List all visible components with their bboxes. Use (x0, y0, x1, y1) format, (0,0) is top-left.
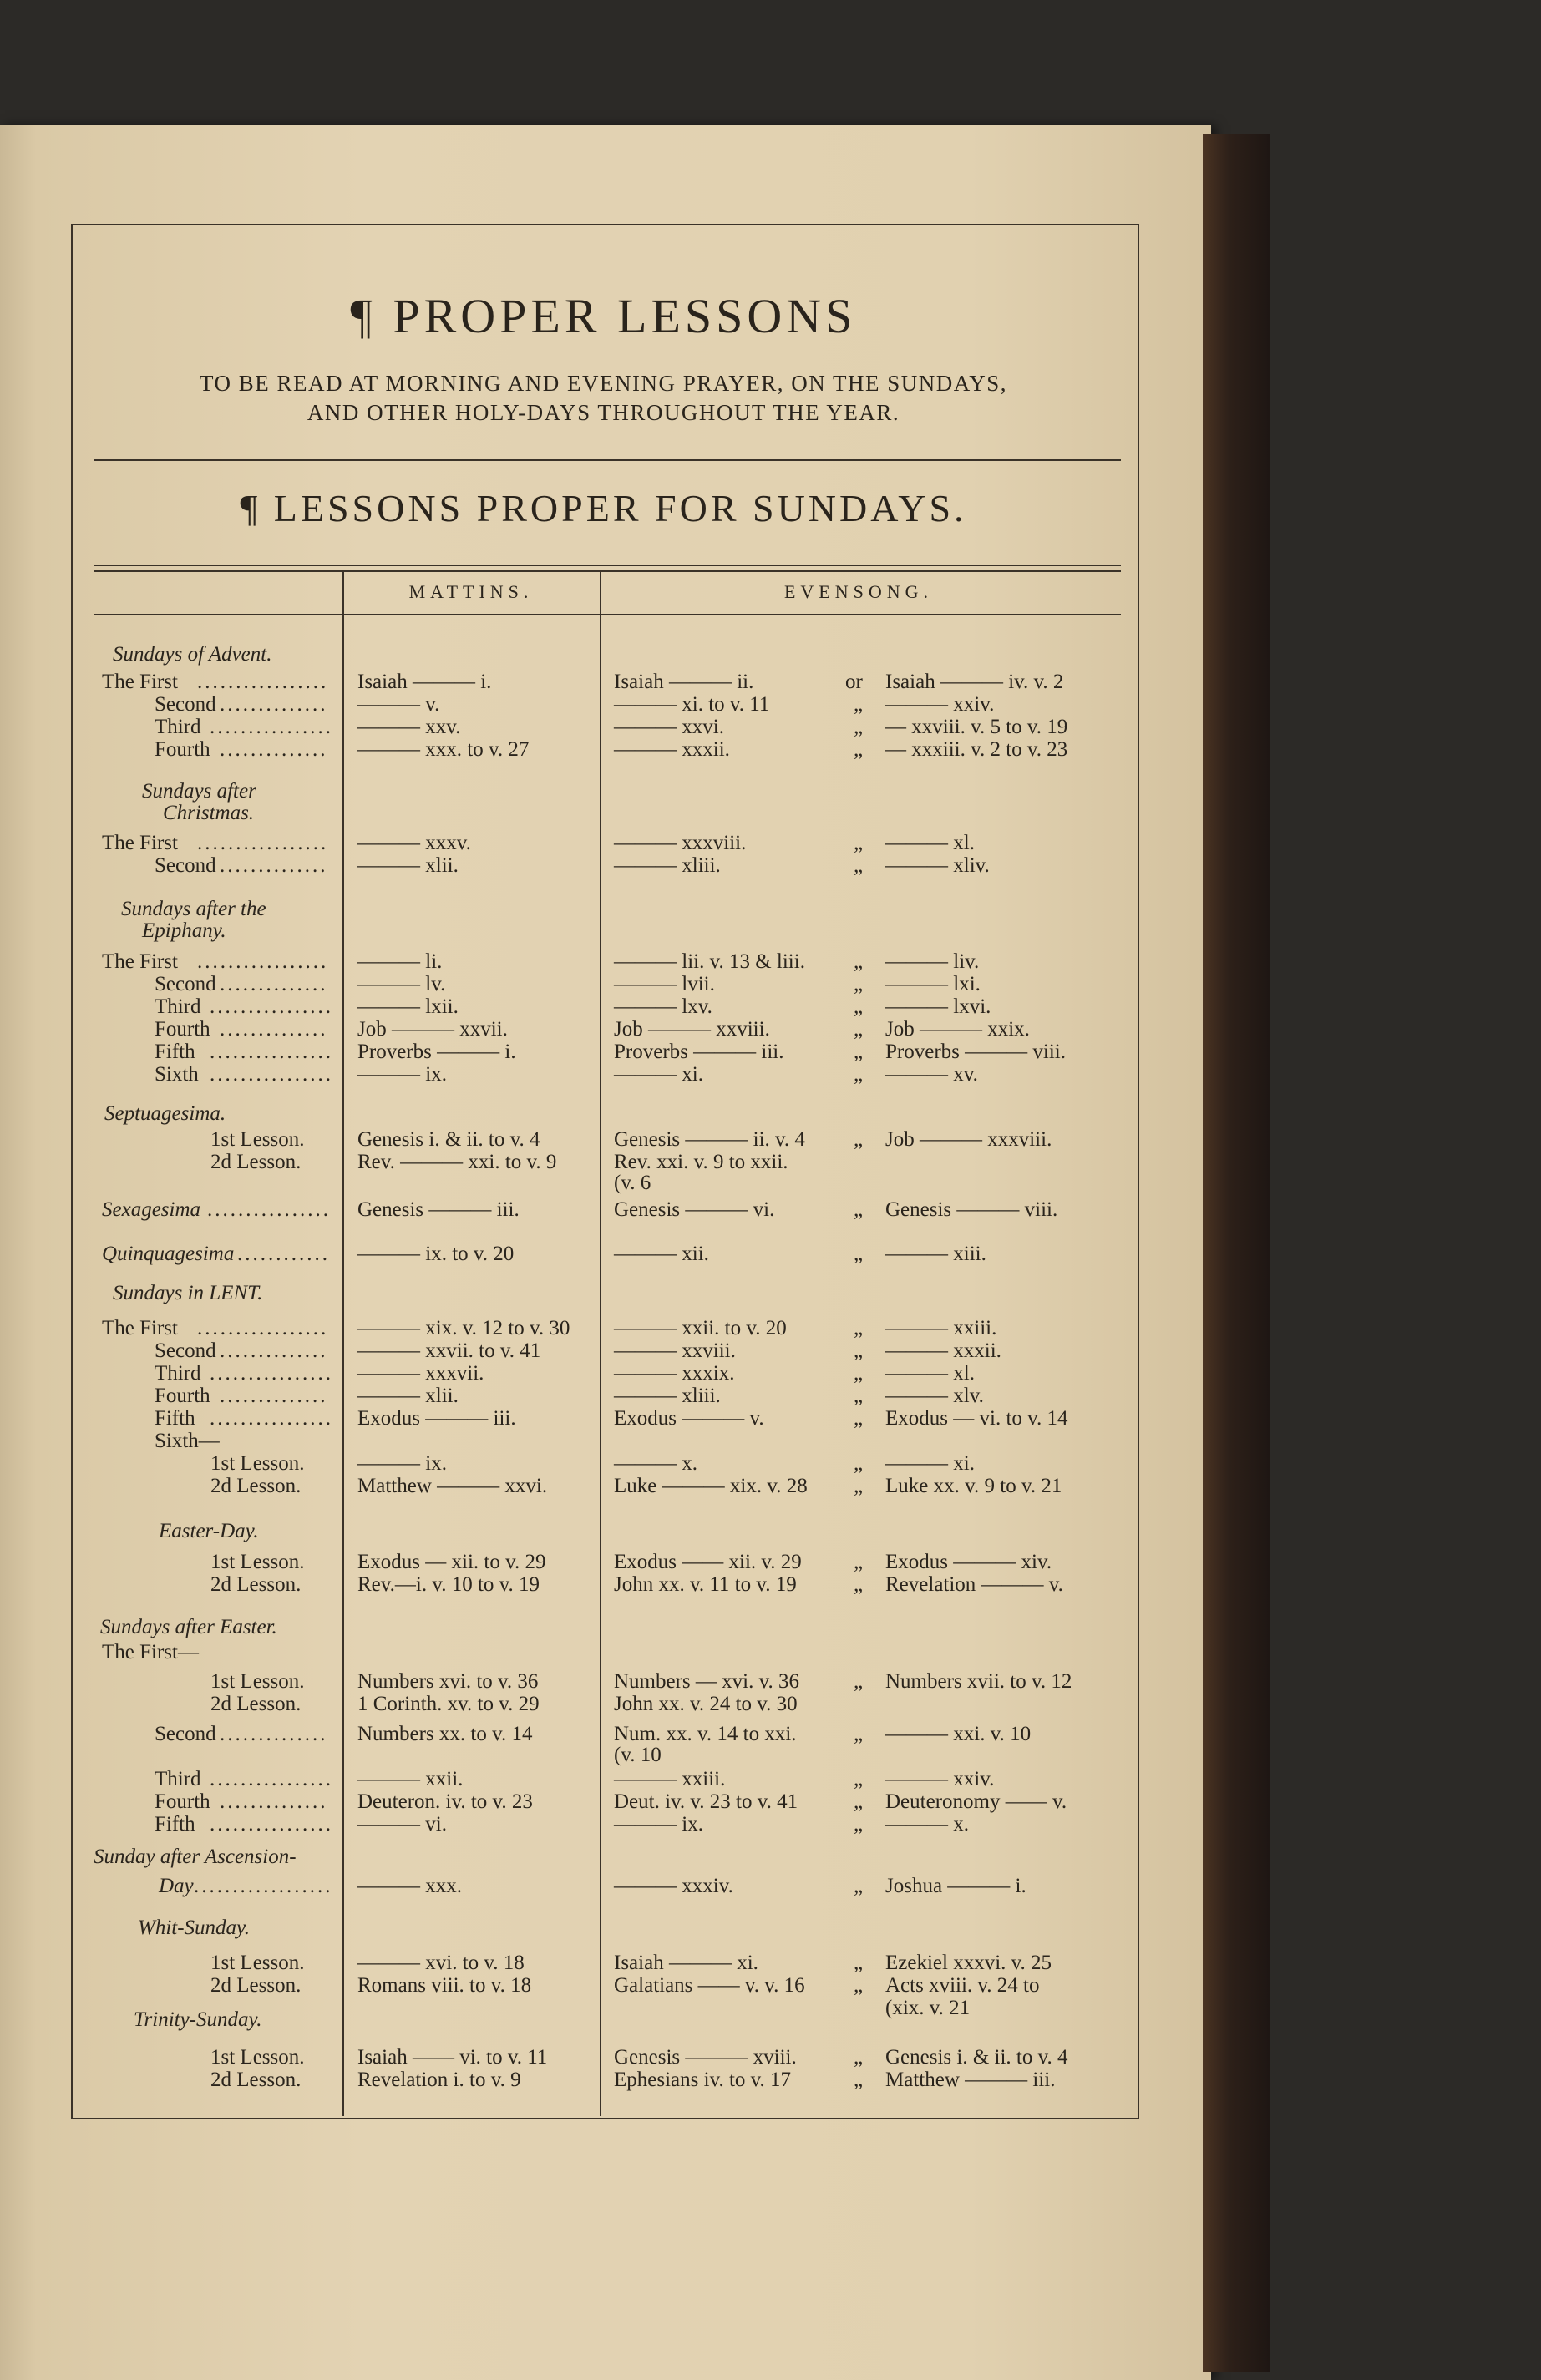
ditto-mark: „ (854, 1018, 864, 1041)
evensong-lesson: ——— xxxiv. (614, 1875, 733, 1897)
sunday-name: Fifth (155, 1407, 195, 1430)
mattins-lesson: ——— xxxvii. (357, 1362, 484, 1385)
sunday-name: 2d Lesson. (210, 1475, 302, 1497)
evensong-lesson: Rev. xxi. v. 9 to xxii. (614, 1151, 788, 1173)
sunday-name: Third (155, 716, 201, 738)
sunday-name: Sixth— (155, 1430, 220, 1452)
evensong-lesson: Isaiah ——— ii. (614, 671, 754, 693)
evensong-alternate-lesson: ——— xxiii. (885, 1317, 997, 1339)
ditto-mark: „ (854, 1790, 864, 1813)
sunday-name: The First— (102, 1641, 199, 1663)
evensong-lesson: ——— xxxix. (614, 1362, 735, 1385)
table-row (0, 716, 1541, 739)
mattins-lesson: Rev. ——— xxi. to v. 9 (357, 1151, 557, 1173)
sunday-name: Third (155, 995, 201, 1018)
evensong-alternate-lesson: ——— xlv. (885, 1385, 984, 1407)
evensong-lesson: Numbers — xvi. v. 36 (614, 1670, 799, 1693)
table-row (0, 995, 1541, 1019)
table-row (0, 1317, 1541, 1340)
table-row (0, 1744, 1541, 1767)
sunday-name: 1st Lesson. (210, 1128, 305, 1151)
group-heading: Whit-Sunday. (138, 1917, 251, 1939)
evensong-lesson: ——— xxxii. (614, 738, 730, 761)
sunday-name: 1st Lesson. (210, 1952, 305, 1974)
group-heading: Sundays in LENT. (113, 1282, 263, 1304)
ditto-mark: „ (854, 1317, 864, 1339)
section-divider-double (94, 570, 1121, 572)
table-row (0, 973, 1541, 996)
evensong-alternate-lesson: ——— xxxii. (885, 1339, 1001, 1362)
section-divider (94, 565, 1121, 566)
evensong-lesson: ——— ix. (614, 1813, 703, 1836)
ditto-mark: „ (854, 950, 864, 973)
evensong-alternate-lesson: Genesis ——— viii. (885, 1198, 1058, 1221)
ditto-mark: „ (854, 1198, 864, 1221)
subtitle-line-2: AND OTHER HOLY-DAYS THROUGHOUT THE YEAR. (307, 400, 900, 425)
table-row (0, 1997, 1541, 2020)
sunday-name: Fifth (155, 1813, 195, 1836)
evensong-alternate-lesson: ——— lxvi. (885, 995, 991, 1018)
sunday-name: 2d Lesson. (210, 2069, 302, 2091)
table-row (0, 1693, 1541, 1716)
table-row (0, 1385, 1541, 1408)
title-divider (94, 459, 1121, 461)
evensong-lesson: Exodus —— xii. v. 29 (614, 1551, 802, 1573)
group-heading: Trinity-Sunday. (134, 2008, 262, 2031)
evensong-lesson: ——— lxv. (614, 995, 712, 1018)
table-row (0, 1128, 1541, 1152)
table-row (0, 1362, 1541, 1385)
mattins-lesson: Romans viii. to v. 18 (357, 1974, 532, 1997)
evensong-lesson: ——— xliii. (614, 1385, 721, 1407)
evensong-alternate-lesson: Acts xviii. v. 24 to (885, 1974, 1040, 1997)
evensong-lesson: Exodus ——— v. (614, 1407, 764, 1430)
sunday-name: Sixth (155, 1063, 199, 1086)
sunday-name: Second (155, 1723, 216, 1745)
sunday-name: Fourth (155, 1385, 210, 1407)
evensong-alternate-lesson: ——— xl. (885, 1362, 975, 1385)
table-row (0, 1670, 1541, 1694)
sunday-name: The First (102, 832, 178, 854)
leader-dots: .............. (220, 1385, 328, 1407)
evensong-lesson: ——— lvii. (614, 973, 715, 995)
table-row (0, 1875, 1541, 1898)
sunday-name: Day (159, 1875, 194, 1897)
evensong-lesson: John xx. v. 24 to v. 30 (614, 1693, 798, 1715)
leader-dots: ................. (197, 832, 329, 854)
sunday-name: Fourth (155, 738, 210, 761)
leader-dots: .................. (194, 1875, 333, 1897)
evensong-lesson: (v. 10 (614, 1744, 662, 1766)
group-heading: Sunday after Ascension- (94, 1846, 297, 1868)
ditto-mark: „ (854, 1243, 864, 1265)
evensong-lesson: ——— xliii. (614, 854, 721, 877)
ditto-mark: „ (854, 1385, 864, 1407)
table-row (0, 1952, 1541, 1975)
ditto-mark: „ (854, 1452, 864, 1475)
evensong-lesson: Genesis ——— ii. v. 4 (614, 1128, 805, 1151)
evensong-alternate-lesson: Deuteronomy —— v. (885, 1790, 1067, 1813)
mattins-lesson: Revelation i. to v. 9 (357, 2069, 521, 2091)
group-heading: Sundays after the (121, 898, 266, 920)
mattins-lesson: ——— xxvii. to v. 41 (357, 1339, 541, 1362)
evensong-alternate-lesson: ——— xl. (885, 832, 975, 854)
evensong-lesson: ——— xxvi. (614, 716, 724, 738)
sunday-name: Fourth (155, 1018, 210, 1041)
evensong-lesson: Ephesians iv. to v. 17 (614, 2069, 792, 2091)
evensong-lesson: Isaiah ——— xi. (614, 1952, 758, 1974)
ditto-mark: „ (854, 973, 864, 995)
table-row (0, 1151, 1541, 1174)
mattins-lesson: Numbers xvi. to v. 36 (357, 1670, 539, 1693)
sunday-name: The First (102, 671, 178, 693)
leader-dots: ................ (210, 1813, 333, 1836)
table-row (0, 738, 1541, 762)
table-row (0, 1018, 1541, 1041)
mattins-lesson: Isaiah ——— i. (357, 671, 492, 693)
evensong-header: EVENSONG. (783, 581, 934, 602)
leader-dots: ............ (237, 1243, 330, 1265)
table-row (0, 1172, 1541, 1195)
mattins-lesson: Exodus ——— iii. (357, 1407, 516, 1430)
mattins-lesson: ——— ix. (357, 1452, 447, 1475)
leader-dots: .............. (220, 973, 328, 995)
leader-dots: .............. (220, 1790, 328, 1813)
ditto-mark: „ (854, 716, 864, 738)
mattins-lesson: Exodus — xii. to v. 29 (357, 1551, 546, 1573)
group-heading: Sundays after Easter. (100, 1616, 277, 1638)
evensong-alternate-lesson: Exodus — vi. to v. 14 (885, 1407, 1068, 1430)
evensong-alternate-lesson: ——— lxi. (885, 973, 981, 995)
evensong-alternate-lesson: ——— xiii. (885, 1243, 986, 1265)
group-heading: Epiphany. (142, 919, 226, 942)
table-row (0, 1723, 1541, 1746)
leader-dots: ................ (210, 1063, 333, 1086)
table-row (0, 1198, 1541, 1222)
evensong-lesson: ——— xxxviii. (614, 832, 747, 854)
mattins-lesson: Numbers xx. to v. 14 (357, 1723, 533, 1745)
sunday-name: Fourth (155, 1790, 210, 1813)
evensong-alternate-lesson: Numbers xvii. to v. 12 (885, 1670, 1072, 1693)
group-heading: Easter-Day. (159, 1520, 259, 1542)
table-row (0, 1452, 1541, 1476)
table-row (0, 671, 1541, 694)
leader-dots: .............. (220, 693, 328, 716)
mattins-header: MATTINS. (408, 581, 534, 602)
evensong-lesson: Galatians —— v. v. 16 (614, 1974, 805, 1997)
evensong-lesson: Proverbs ——— iii. (614, 1041, 784, 1063)
table-row (0, 950, 1541, 974)
table-row (0, 2046, 1541, 2069)
ditto-mark: „ (854, 738, 864, 761)
leader-dots: .............. (220, 1723, 328, 1745)
evensong-lesson: Deut. iv. v. 23 to v. 41 (614, 1790, 798, 1813)
mattins-lesson: Matthew ——— xxvi. (357, 1475, 548, 1497)
evensong-alternate-lesson: ——— xxi. v. 10 (885, 1723, 1032, 1745)
sunday-name: Third (155, 1768, 201, 1790)
ditto-mark: „ (854, 1475, 864, 1497)
sunday-name: 1st Lesson. (210, 1452, 305, 1475)
evensong-lesson: ——— xxii. to v. 20 (614, 1317, 787, 1339)
sunday-name: Second (155, 1339, 216, 1362)
leader-dots: .............. (220, 1339, 328, 1362)
table-row (0, 1551, 1541, 1574)
leader-dots: ................ (210, 1362, 333, 1385)
mattins-lesson: ——— xxv. (357, 716, 461, 738)
ditto-mark: „ (854, 1339, 864, 1362)
evensong-alternate-lesson: ——— xi. (885, 1452, 975, 1475)
ditto-mark: „ (854, 1974, 864, 1997)
sunday-name: Quinquagesima (102, 1243, 235, 1265)
evensong-alternate-lesson: ——— xxiv. (885, 693, 995, 716)
mattins-lesson: ——— v. (357, 693, 440, 716)
evensong-alternate-lesson: ——— x. (885, 1813, 969, 1836)
mattins-lesson: Rev.—i. v. 10 to v. 19 (357, 1573, 540, 1596)
evensong-alternate-lesson: (xix. v. 21 (885, 1997, 971, 2019)
leader-dots: ................ (210, 1041, 333, 1063)
table-row (0, 1475, 1541, 1498)
leader-dots: .............. (220, 738, 328, 761)
mattins-lesson: Deuteron. iv. to v. 23 (357, 1790, 533, 1813)
ditto-mark: „ (854, 1723, 864, 1745)
mattins-lesson: Proverbs ——— i. (357, 1041, 516, 1063)
ditto-mark: „ (854, 693, 864, 716)
ditto-mark: „ (854, 1128, 864, 1151)
ditto-mark: „ (854, 1551, 864, 1573)
mattins-lesson: ——— lxii. (357, 995, 459, 1018)
leader-dots: .............. (220, 854, 328, 877)
mattins-lesson: ——— xvi. to v. 18 (357, 1952, 525, 1974)
mattins-lesson: Genesis i. & ii. to v. 4 (357, 1128, 540, 1151)
table-row (0, 854, 1541, 878)
ditto-mark: „ (854, 1041, 864, 1063)
table-row (0, 1573, 1541, 1597)
ditto-mark: „ (854, 1362, 864, 1385)
group-heading: Sundays after (142, 780, 256, 803)
table-row (0, 1641, 1541, 1664)
evensong-alternate-lesson: Matthew ——— iii. (885, 2069, 1056, 2091)
sunday-name: 2d Lesson. (210, 1693, 302, 1715)
mattins-lesson: ——— li. (357, 950, 443, 973)
leader-dots: ................ (210, 716, 333, 738)
leader-dots: ................. (197, 671, 329, 693)
mattins-lesson: 1 Corinth. xv. to v. 29 (357, 1693, 540, 1715)
ditto-mark: „ (854, 2069, 864, 2091)
evensong-lesson: ——— xii. (614, 1243, 709, 1265)
mattins-lesson: Isaiah —— vi. to v. 11 (357, 2046, 548, 2069)
evensong-alternate-lesson: Luke xx. v. 9 to v. 21 (885, 1475, 1062, 1497)
evensong-lesson: ——— xi. (614, 1063, 703, 1086)
table-row (0, 1790, 1541, 1814)
sunday-name: 2d Lesson. (210, 1573, 302, 1596)
evensong-lesson: ——— xi. to v. 11 (614, 693, 770, 716)
table-row (0, 1813, 1541, 1836)
evensong-alternate-lesson: Joshua ——— i. (885, 1875, 1026, 1897)
ditto-mark: or (845, 671, 863, 693)
table-row (0, 1243, 1541, 1266)
leader-dots: ................ (210, 1407, 333, 1430)
table-row (0, 832, 1541, 855)
evensong-lesson: ——— xxviii. (614, 1339, 736, 1362)
mattins-lesson: ——— xix. v. 12 to v. 30 (357, 1317, 570, 1339)
ditto-mark: „ (854, 1573, 864, 1596)
sunday-name: 2d Lesson. (210, 1151, 302, 1173)
evensong-alternate-lesson: ——— xliv. (885, 854, 990, 877)
sunday-name: Fifth (155, 1041, 195, 1063)
evensong-lesson: Job ——— xxviii. (614, 1018, 770, 1041)
evensong-alternate-lesson: Isaiah ——— iv. v. 2 (885, 671, 1064, 693)
table-row (0, 693, 1541, 717)
evensong-alternate-lesson: Job ——— xxxviii. (885, 1128, 1052, 1151)
ditto-mark: „ (854, 1407, 864, 1430)
mattins-lesson: ——— xlii. (357, 854, 459, 877)
mattins-lesson: ——— vi. (357, 1813, 447, 1836)
sunday-name: Third (155, 1362, 201, 1385)
evensong-alternate-lesson: Ezekiel xxxvi. v. 25 (885, 1952, 1052, 1974)
leader-dots: ................. (197, 950, 329, 973)
sunday-name: Second (155, 693, 216, 716)
ditto-mark: „ (854, 854, 864, 877)
table-row (0, 1407, 1541, 1431)
leader-dots: ................ (207, 1198, 331, 1221)
mattins-lesson: ——— xxx. (357, 1875, 462, 1897)
sunday-name: The First (102, 1317, 178, 1339)
mattins-lesson: ——— ix. to v. 20 (357, 1243, 515, 1265)
mattins-lesson: ——— xxxv. (357, 832, 471, 854)
evensong-alternate-lesson: Job ——— xxix. (885, 1018, 1030, 1041)
sunday-name: 1st Lesson. (210, 1551, 305, 1573)
ditto-mark: „ (854, 2046, 864, 2069)
evensong-lesson: ——— x. (614, 1452, 697, 1475)
evensong-lesson: ——— lii. v. 13 & liii. (614, 950, 805, 973)
evensong-alternate-lesson: Genesis i. & ii. to v. 4 (885, 2046, 1068, 2069)
evensong-alternate-lesson: ——— xxiv. (885, 1768, 995, 1790)
evensong-lesson: Genesis ——— xviii. (614, 2046, 797, 2069)
table-row (0, 1974, 1541, 1998)
ditto-mark: „ (854, 1952, 864, 1974)
mattins-lesson: ——— lv. (357, 973, 446, 995)
sunday-name: Sexagesima (102, 1198, 201, 1221)
header-rule (94, 614, 1121, 615)
leader-dots: ................ (210, 1768, 333, 1790)
table-row (0, 1339, 1541, 1363)
evensong-lesson: Genesis ——— vi. (614, 1198, 775, 1221)
evensong-lesson: Num. xx. v. 14 to xxi. (614, 1723, 797, 1745)
group-heading: Sundays of Advent. (113, 643, 272, 666)
sunday-name: 1st Lesson. (210, 2046, 305, 2069)
subtitle-line-1: TO BE READ AT MORNING AND EVENING PRAYER, ON THE SUNDAYS, (199, 371, 1008, 396)
leader-dots: ................. (197, 1317, 329, 1339)
sunday-name: 2d Lesson. (210, 1974, 302, 1997)
ditto-mark: „ (854, 1768, 864, 1790)
leader-dots: .............. (220, 1018, 328, 1041)
ditto-mark: „ (854, 1875, 864, 1897)
sunday-name: The First (102, 950, 178, 973)
table-row (0, 1041, 1541, 1064)
evensong-alternate-lesson: Revelation ——— v. (885, 1573, 1063, 1596)
leader-dots: ................ (210, 995, 333, 1018)
ditto-mark: „ (854, 1813, 864, 1836)
evensong-lesson: Luke ——— xix. v. 28 (614, 1475, 808, 1497)
mattins-lesson: Job ——— xxvii. (357, 1018, 508, 1041)
page-title: ¶ PROPER LESSONS (350, 289, 857, 343)
ditto-mark: „ (854, 1670, 864, 1693)
evensong-alternate-lesson: — xxxiii. v. 2 to v. 23 (885, 738, 1068, 761)
evensong-alternate-lesson: — xxviii. v. 5 to v. 19 (885, 716, 1068, 738)
section-title: ¶ LESSONS PROPER FOR SUNDAYS. (240, 487, 967, 529)
evensong-alternate-lesson: ——— xv. (885, 1063, 978, 1086)
mattins-lesson: ——— xxx. to v. 27 (357, 738, 530, 761)
evensong-alternate-lesson: ——— liv. (885, 950, 980, 973)
mattins-lesson: ——— xxii. (357, 1768, 464, 1790)
evensong-lesson: John xx. v. 11 to v. 19 (614, 1573, 797, 1596)
mattins-lesson: Genesis ——— iii. (357, 1198, 520, 1221)
table-row (0, 1063, 1541, 1086)
sunday-name: Second (155, 854, 216, 877)
mattins-lesson: ——— ix. (357, 1063, 447, 1086)
evensong-lesson: (v. 6 (614, 1172, 651, 1194)
sunday-name: Second (155, 973, 216, 995)
group-heading: Septuagesima. (104, 1102, 226, 1125)
table-row (0, 1430, 1541, 1453)
evensong-alternate-lesson: Exodus ——— xiv. (885, 1551, 1052, 1573)
group-heading: Christmas. (163, 802, 255, 824)
ditto-mark: „ (854, 1063, 864, 1086)
mattins-lesson: ——— xlii. (357, 1385, 459, 1407)
ditto-mark: „ (854, 995, 864, 1018)
table-row (0, 1768, 1541, 1791)
ditto-mark: „ (854, 832, 864, 854)
table-row (0, 2069, 1541, 2092)
sunday-name: 1st Lesson. (210, 1670, 305, 1693)
evensong-lesson: ——— xxiii. (614, 1768, 726, 1790)
evensong-alternate-lesson: Proverbs ——— viii. (885, 1041, 1066, 1063)
